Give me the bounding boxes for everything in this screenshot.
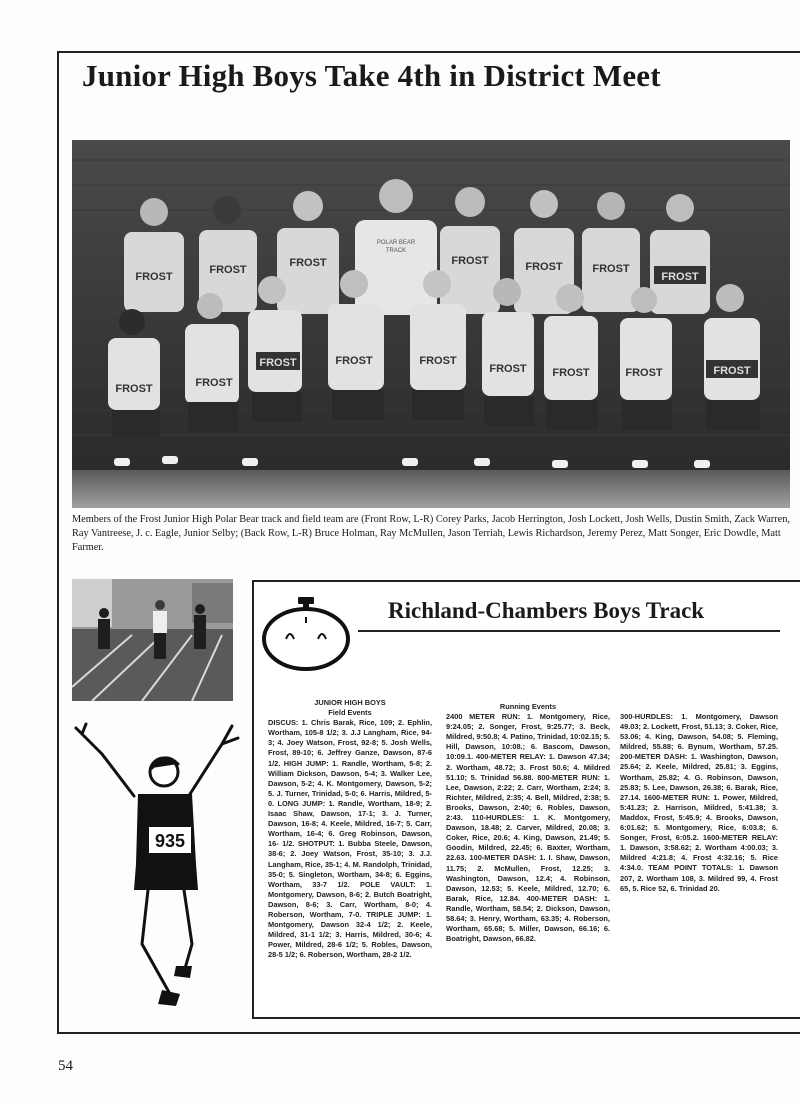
- running-events-heading: Running Events: [499, 702, 557, 711]
- stopwatch-icon: [260, 597, 352, 673]
- svg-text:FROST: FROST: [335, 355, 373, 367]
- team-photo-caption: Members of the Frost Junior High Polar Bear track and field team are (Front Row, L-R) Corey Parks, Jacob Herrington, Josh Lockett, Josh Wells, Dustin Smith, Zack Warren, Ray Vantreese, J. c. Eagle, Junior Selby; (Back Row, L-R) Bruce Holman, Ray McMullen, Jason Terriah, Lewis Richardson, Jeremy Perez, Matt Songer, Eric Dowdle, Matt Farmer.: [72, 514, 790, 553]
- svg-text:FROST: FROST: [592, 263, 630, 275]
- team-photo: [72, 140, 790, 508]
- runners-photo: [72, 579, 233, 701]
- title-divider: [358, 630, 780, 632]
- field-events-text: DISCUS: 1. Chris Barak, Rice, 109; 2. Ephlin, Wortham, 105-8 1/2; 3. J.J Langham, Rice, 94-3; 4. Joey Watson, Frost, 92-8; 5. Josh Wells, Frost, 89-10; 6. Jeffrey Ganze, Dawson, 87-6 1/2. HIGH JUMP: 1. Randle, Wortham, 5-8; 2. William Dickson, Dawson, 5-4; 3. Walker Lee, Dawson, 5-2; 4. K. Montgomery, Dawson, 5-2; 5. J. Turner, Trinidad, 5-0; 6. Harris, Mildred, 5-0. LONG JUMP: 1. Randle, Wortham, 18-9; 2. Isaac Shaw, Dawson, 17-1; 3. J. Turner, Dawson, 16-8; 4. Keele, Mildred, 16-7; 5. Carr, Wortham, 16-4; 6. Greg Robinson, Dawson, 16- 1/2. SHOTPUT: 1. Bubba Steele, Dawson, 38-6; 2. Joey Watson, Frost, 35-10; 3. J.J. Langham, Rice, 35-1; 4. M. Randolph, Trinidad, 35-0; 5. Singleton, Wortham, 34-8; 6. Eggins, Wortham, 33-7 1/2. POLE VAULT: 1. Montgomery, Dawson, 8-6; 2. Butch Boatright, Dawson, 8-6; 3. Carr, Wortham, 8-0; 4. Roberson, Wortham, 7-0. TRIPLE JUMP: 1. Montgomery, Dawson 32-4 1/2; 2. Keele, Mildred, 31-1 1/2; 3. Harris, Mildred, 30-6; 4. Power, Mildred, 28-6 1/2; 5. Robles, Dawson, 28-5 1/2; 6. Roberson, Wortham, 28-2 1/2.: [268, 718, 432, 960]
- svg-text:FROST: FROST: [419, 355, 457, 367]
- svg-text:FROST: FROST: [115, 383, 153, 395]
- results-column-1: [268, 698, 432, 960]
- results-heading: JUNIOR HIGH BOYS: [314, 698, 386, 707]
- track-section-title: Richland-Chambers Boys Track: [388, 598, 705, 623]
- svg-text:FROST: FROST: [135, 271, 173, 283]
- page-number: 54: [58, 1058, 73, 1074]
- svg-text:FROST: FROST: [289, 257, 327, 269]
- page-headline: Junior High Boys Take 4th in District Meet: [82, 58, 661, 93]
- svg-text:FROST: FROST: [489, 363, 527, 375]
- svg-text:FROST: FROST: [525, 261, 563, 273]
- results-column-3: [620, 712, 778, 894]
- svg-text:FROST: FROST: [195, 377, 233, 389]
- svg-text:POLAR BEAR: POLAR BEAR: [376, 240, 416, 246]
- results-column-2: [446, 702, 610, 944]
- svg-text:FROST: FROST: [713, 365, 751, 377]
- svg-text:FROST: FROST: [661, 271, 699, 283]
- svg-text:FROST: FROST: [451, 255, 489, 267]
- field-events-heading: Field Events: [328, 708, 372, 718]
- svg-text:FROST: FROST: [625, 367, 663, 379]
- running-events-text: 2400 METER RUN: 1. Montgomery, Rice, 9:24.05; 2. Songer, Frost, 9:25.77; 3. Beck, Mildred, 9:50.8; 4. Patino, Trinidad, 10:02.15; 5. Hill, Dawson, 10:08.; 6. Bascom, Dawson, 10:09.1. 400-METER RELAY: 1. Dawson 47.34; 2. Wortham, 48.72; 3. Frost 50.6; 4. Mildred 51.10; 5. Trinidad 56.88. 800-METER RUN: 1. Lee, Dawson, 2:22; 2. Carr, Wortham, 2:24; 3. Richter, Mildred, 2:35; 4. Bell, Mildred, 2:38; 5. Brooks, Dawson, 2:40; 6. Robles, Dawson, 2:43. 110-HURDLES: 1. K. Montgomery, Dawson, 18.48; 2. Carver, Mildred, 20.08; 3. Coker, Rice, 20.6; 4. King, Dawson, 21.49; 5. Goodin, Mildred, 22.45; 6. Baxter, Wortham, 22.63. 100-METER DASH: 1. I. Shaw, Dawson, 11.75; 2. McMullen, Frost, 12.25; 3. Washington, Dawson, 12.4; 4. Robinson, Dawson, 12.53; 5. Keele, Mildred, 12.70; 6. Barak, Rice, 12.84. 400-METER DASH: 1. Randle, Wortham, 58.54; 2. Dickson, Dawson, 58.64; 3. Henry, Wortham, 63.35; 4. Roberson, Wortham, 65.68; 5. Miller, Dawson, 66.16; 6. Boatright, Dawson, 66.82.: [446, 712, 610, 944]
- svg-text:FROST: FROST: [259, 357, 297, 369]
- runner-illustration: [72, 714, 244, 1010]
- svg-text:FROST: FROST: [209, 264, 247, 276]
- running-events-text-continued: 300-HURDLES: 1. Montgomery, Dawson 49.03; 2. Lockett, Frost, 51.13; 3. Coker, Rice, 53.06; 4. King, Dawson, 54.08; 5. Fleming, Mildred, 55.88; 6. Bynum, Wortham, 57.25. 200-METER DASH: 1. Washington, Dawson, 25.64; 2. Keele, Mildred, 25.81; 3. Eggins, Wortham, 25.82; 4. G. Robinson, Dawson, 25.83; 5. Lee, Dawson, 26.38; 6. Barak, Rice, 27.14. 1600-METER RUN: 1. Power, Mildred, 5:41.23; 2. Harrison, Mildred, 5:41.38; 3. Maddox, Frost, 5:45.9; 4. Brooks, Dawson, 6:01.62; 5. Montgomery, Rice, 6:03.8; 6. Songer, Frost, 6:05.2. 1600-METER RELAY: 1. Dawson, 3:58.62; 2. Wortham 4:00.03; 3. Mildred 4:21.8; 4. Frost 4:32.16; 5. Rice 4:34.0. TEAM POINT TOTALS: 1. Dawson 207, 2. Wortham 108, 3. Mildred 99, 4. Frost 65, 5. Rice 52, 6. Trinidad 20.: [620, 712, 778, 893]
- svg-text:FROST: FROST: [552, 367, 590, 379]
- svg-text:TRACK: TRACK: [385, 248, 407, 254]
- runner-bib-number: 935: [154, 831, 186, 851]
